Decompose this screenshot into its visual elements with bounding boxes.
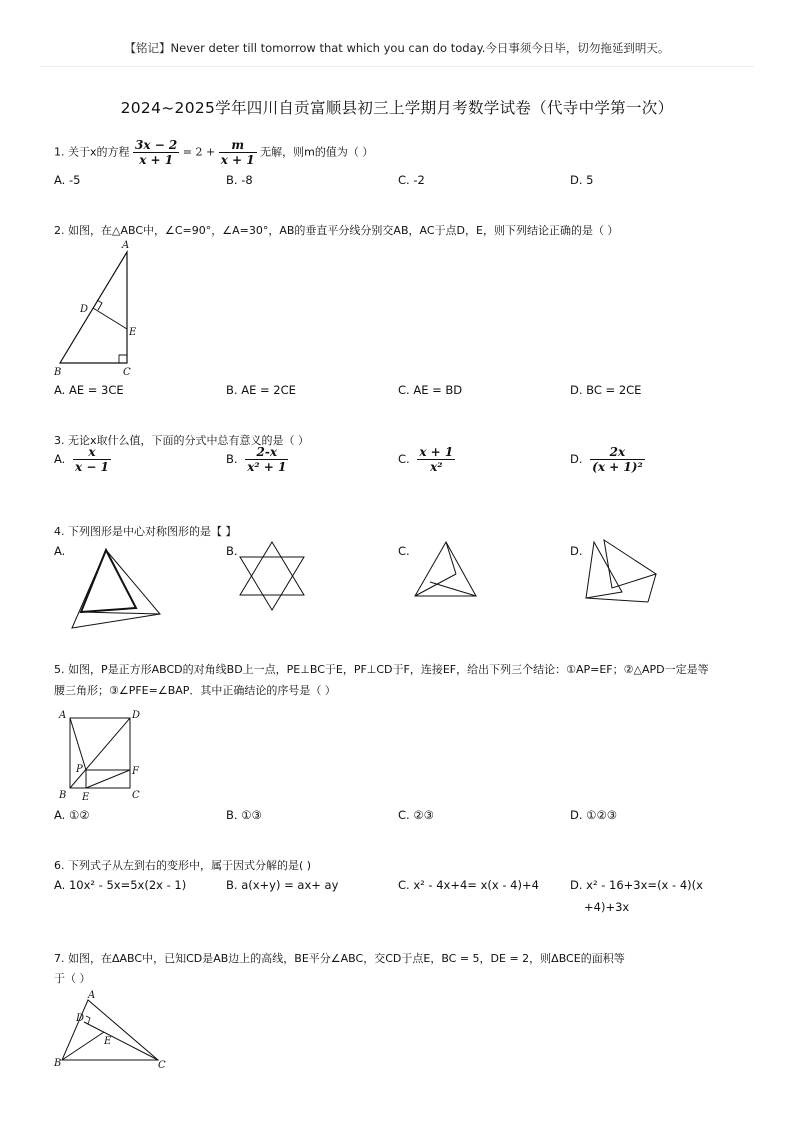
q1-option-b[interactable]: B. -8 [226, 173, 253, 187]
q1-frac2-numerator: m [231, 138, 245, 152]
question-6-stem: 6. 下列式子从左到右的变形中，属于因式分解的是( ) [54, 859, 312, 872]
q5-option-d[interactable]: D. ①②③ [570, 808, 618, 822]
q5-option-b[interactable]: B. ①③ [226, 808, 262, 822]
q1-option-d[interactable]: D. 5 [570, 173, 594, 187]
q5-label-d: D [132, 710, 141, 721]
q3-b-fraction [245, 446, 288, 473]
q2-perpendicular-bisector-de [93, 308, 127, 329]
question-5-stem-line-2: 腰三角形；③∠PFE=∠BAP．其中正确结论的序号是（ ） [54, 684, 336, 697]
question-3-stem: 3. 无论x取什么值，下面的分式中总有意义的是（ ） [54, 434, 309, 447]
q7-label-c: C [158, 1060, 166, 1071]
q4-figure-a[interactable] [66, 540, 166, 632]
q6-option-d-line-2[interactable]: +4)+3x [584, 900, 630, 914]
q7-label-d: D [76, 1013, 85, 1024]
exam-title: 2024~2025学年四川自贡富顺县初三上学期月考数学试卷（代寺中学第一次） [120, 99, 674, 117]
q2-label-b: B [54, 367, 62, 378]
q3-option-a-label: A. [54, 452, 66, 467]
q3-d-numerator: 2x [609, 445, 626, 459]
q6-option-b[interactable]: B. a(x+y) = ax+ ay [226, 878, 339, 892]
q4-option-c-label[interactable]: C. [398, 544, 410, 558]
q2-triangle-abc [60, 252, 127, 363]
q4d-line-2 [648, 574, 656, 602]
q2-option-c[interactable]: C. AE = BD [398, 383, 463, 397]
q3-option-d-label: D. [570, 452, 583, 467]
q1-fraction-2 [219, 139, 257, 166]
question-5-stem-line-1: 5. 如图，P是正方形ABCD的对角线BD上一点，PE⊥BC于E，PF⊥CD于F，连接EF，给出下列三个结论：①AP=EF；②△APD一定是等 [54, 663, 709, 676]
q3-c-denominator: x² [417, 459, 455, 474]
q3-option-b[interactable] [226, 446, 288, 473]
q4c-outer-triangle [415, 542, 476, 596]
q3-a-fraction [73, 446, 111, 473]
q2-option-b[interactable]: B. AE = 2CE [226, 383, 296, 397]
q3-c-numerator: x + 1 [419, 445, 454, 459]
q4-figure-b[interactable] [236, 538, 308, 614]
q5-diagonal-bd [70, 718, 130, 788]
q1-suffix: 无解，则m的值为（ ） [260, 145, 374, 159]
q6-option-a[interactable]: A. 10x² - 5x=5x(2x - 1) [54, 878, 187, 892]
q7-triangle-figure [54, 988, 174, 1072]
q5-label-e: E [82, 792, 90, 803]
q4d-triangle-2 [604, 540, 656, 588]
q2-label-c: C [123, 367, 131, 378]
q1-option-c[interactable]: C. -2 [398, 173, 425, 187]
q4a-inner-triangle [81, 550, 136, 612]
q6-option-d-line-1[interactable]: D. x² - 16+3x=(x - 4)(x [570, 878, 703, 892]
q4-option-d-label[interactable]: D. [570, 544, 583, 558]
q5-label-c: C [132, 790, 140, 801]
q2-label-e: E [129, 327, 137, 338]
q5-label-b: B [59, 790, 67, 801]
q5-segment-ef [86, 770, 130, 788]
q3-c-fraction [417, 446, 455, 473]
q5-square-figure [56, 704, 156, 804]
q5-label-p: P [76, 764, 83, 775]
q3-b-denominator: x² + 1 [247, 459, 287, 474]
question-7-stem-line-1: 7. 如图，在ΔABC中，已知CD是AB边上的高线，BE平分∠ABC，交CD于点E，BC = 5，DE = 2，则ΔBCE的面积等 [54, 952, 625, 965]
q4-figure-c[interactable] [410, 538, 482, 602]
question-7-stem-line-2: 于（ ） [54, 972, 91, 985]
q3-option-d[interactable] [570, 446, 645, 473]
q1-frac1-numerator: 3x − 2 [135, 138, 178, 152]
q1-frac2-denominator: x + 1 [220, 152, 255, 167]
q1-prefix: 1. 关于x的方程 [54, 145, 130, 159]
header-motto: 【铭记】Never deter till tomorrow that which you can do today.今日事须今日毕，切勿拖延到明天。 [124, 41, 670, 55]
q3-a-denominator: x − 1 [74, 459, 109, 474]
question-4-stem: 4. 下列图形是中心对称图形的是【 】 [54, 525, 237, 538]
q3-option-c-label: C. [398, 452, 410, 467]
q2-triangle-figure [50, 238, 150, 378]
q4-option-a-label[interactable]: A. [54, 544, 66, 558]
question-2-stem: 2. 如图，在△ABC中，∠C=90°，∠A=30°，AB的垂直平分线分别交AB，AC于点D，E，则下列结论正确的是（ ） [54, 224, 619, 237]
q4-figure-d[interactable] [582, 536, 662, 608]
q7-label-a: A [88, 990, 96, 1001]
q1-frac1-denominator: x + 1 [133, 152, 179, 167]
q4b-downward-triangle [240, 557, 304, 610]
q3-option-b-label: B. [226, 452, 238, 467]
q3-option-a[interactable] [54, 446, 111, 473]
q7-label-b: B [54, 1058, 62, 1069]
q2-label-a: A [122, 240, 130, 251]
q5-label-a: A [59, 710, 67, 721]
q4d-triangle-1 [586, 542, 622, 598]
q4a-base-line [81, 612, 160, 614]
q4-option-b-label[interactable]: B. [226, 544, 238, 558]
q3-b-numerator: 2-x [256, 445, 278, 459]
q2-option-a[interactable]: A. AE = 3CE [54, 383, 124, 397]
q1-equals: = 2 + [182, 145, 216, 159]
q4b-upward-triangle [240, 542, 304, 595]
q3-option-c[interactable] [398, 446, 455, 473]
q7-label-e: E [104, 1036, 112, 1047]
q4d-line [586, 598, 648, 602]
header-divider [40, 66, 754, 67]
q5-segment-ap [70, 718, 86, 770]
q3-d-fraction [590, 446, 645, 473]
q5-label-f: F [132, 766, 139, 777]
q5-option-a[interactable]: A. ①② [54, 808, 90, 822]
q2-option-d[interactable]: D. BC = 2CE [570, 383, 642, 397]
q6-option-c[interactable]: C. x² - 4x+4= x(x - 4)+4 [398, 878, 539, 892]
q5-option-c[interactable]: C. ②③ [398, 808, 434, 822]
q3-a-numerator: x [88, 445, 96, 459]
q4a-outer-triangle [72, 550, 160, 628]
question-1-stem [54, 139, 373, 166]
q2-right-angle-c [119, 355, 127, 363]
q3-d-denominator: (x + 1)² [592, 459, 643, 474]
q1-option-a[interactable]: A. -5 [54, 173, 81, 187]
q1-fraction-1 [133, 139, 179, 166]
q2-label-d: D [80, 304, 89, 315]
